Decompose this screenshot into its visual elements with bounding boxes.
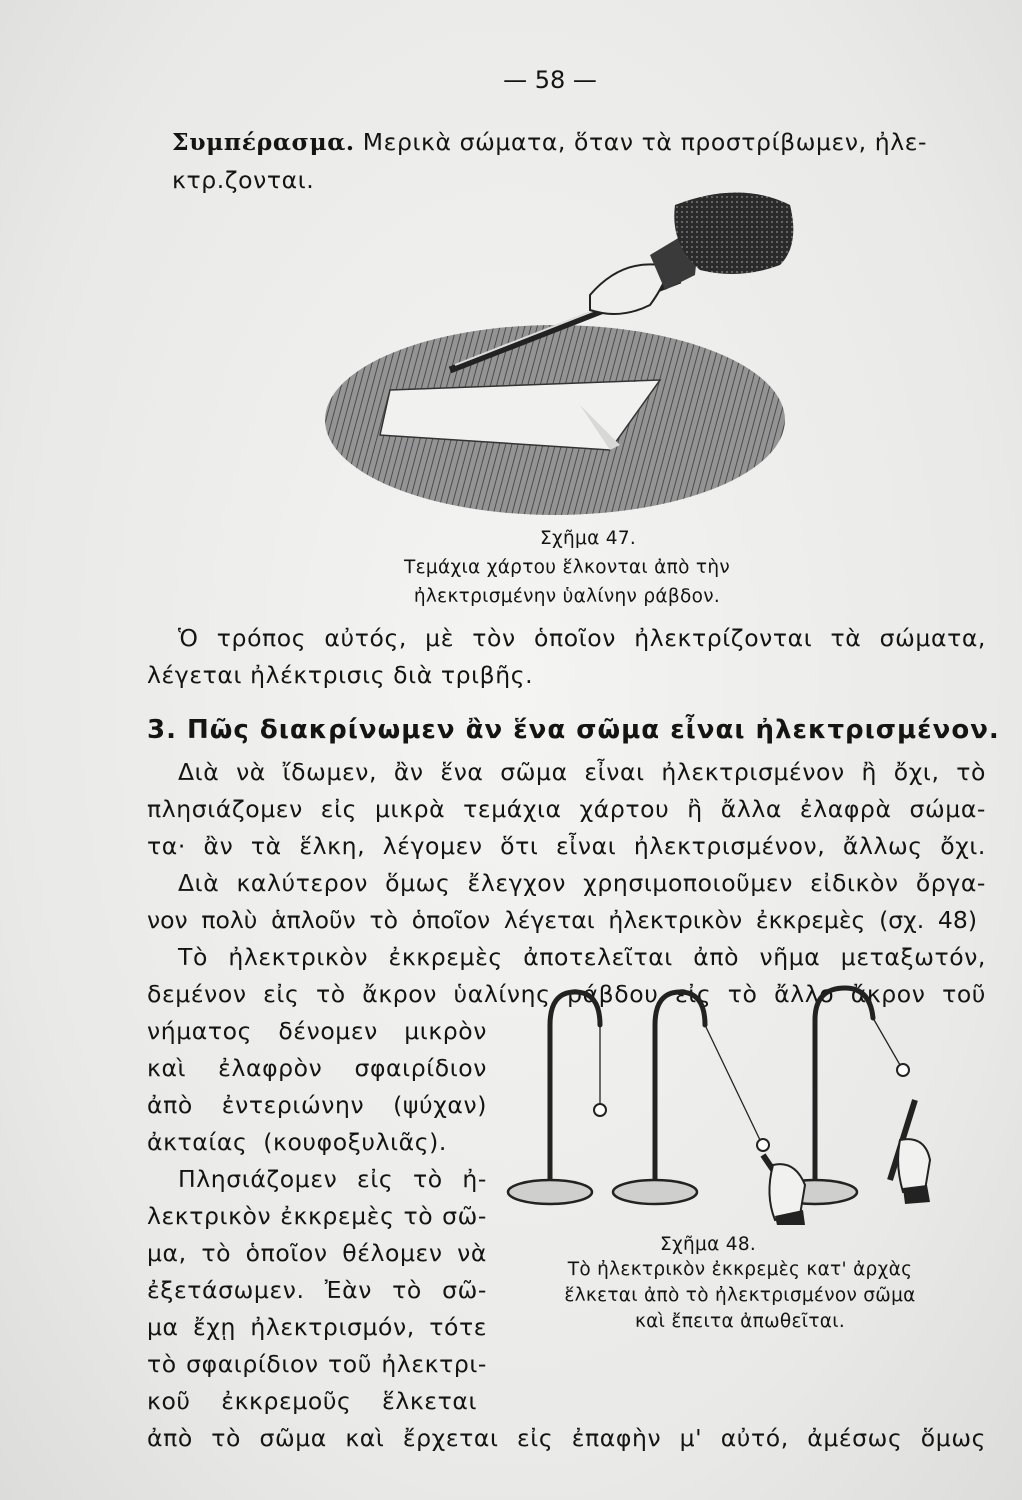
figure-48-illustration bbox=[505, 980, 975, 1225]
figure-47-caption-line-2: ἠλεκτρισμένην ὑαλίνην ράβδον. bbox=[413, 586, 721, 607]
figure-48-caption-line-2: ἕλκεται ἀπὸ τὸ ἠλεκτρισμένον σῶμα bbox=[564, 1285, 916, 1306]
left-column-line-4: ἀκταίας (κουφοξυλιᾶς). bbox=[147, 1128, 447, 1156]
left-column-line-11: κοῦ ἐκκρεμοῦς ἕλκεται bbox=[147, 1387, 477, 1415]
figure-48-caption-line-1: Τὸ ἠλεκτρικὸν ἐκκρεμὲς κατ' ἀρχὰς bbox=[567, 1259, 913, 1280]
conclusion-label: Συμπέρασμα. bbox=[172, 128, 355, 156]
left-column-line-5: Πλησιάζομεν εἰς τὸ ἠ- bbox=[178, 1165, 487, 1193]
left-column-line-10: τὸ σφαιρίδιον τοῦ ἠλεκτρι- bbox=[147, 1350, 487, 1378]
conclusion-line-1 bbox=[172, 128, 927, 156]
paragraph-1-line-2: λέγεται ἠλέκτρισις διὰ τριβῆς. bbox=[147, 661, 534, 689]
left-column-line-7: μα, τὸ ὁποῖον θέλομεν νὰ bbox=[147, 1239, 487, 1267]
left-column-line-9: μα ἔχῃ ἠλεκτρισμόν, τότε bbox=[147, 1313, 487, 1341]
left-column-line-6: λεκτρικὸν ἐκκρεμὲς τὸ σῶ- bbox=[147, 1202, 487, 1230]
last-line: ἀπὸ τὸ σῶμα καὶ ἔρχεται εἰς ἐπαφὴν μ' αὐτό, ἀμέσως ὅμως bbox=[147, 1424, 986, 1452]
figure-47-illustration bbox=[320, 185, 820, 520]
conclusion-line-2: κτρ.ζονται. bbox=[172, 166, 315, 194]
figure-47-caption-line-1: Τεμάχια χάρτου ἕλκονται ἀπὸ τὴν bbox=[404, 557, 730, 578]
paragraph-2-line-7: δεμένον εἰς τὸ ἄκρον ὑαλίνης ράβδου εἰς τὸ ἄλλο ἄκρον τοῦ bbox=[147, 980, 986, 1008]
paragraph-2-line-5: νον πολὺ ἁπλοῦν τὸ ὁποῖον λέγεται ἠλεκτρικὸν ἐκκρεμὲς (σχ. 48) bbox=[147, 906, 977, 934]
paragraph-2-line-4: Διὰ καλύτερον ὅμως ἔλεγχον χρησιμοποιοῦμεν εἰδικὸν ὄργα- bbox=[178, 869, 986, 897]
figure-47-label: Σχῆμα 47. bbox=[540, 528, 637, 549]
paragraph-2-line-2: πλησιάζομεν εἰς μικρὰ τεμάχια χάρτου ἢ ἄλλα ἐλαφρὰ σώμα- bbox=[147, 795, 986, 823]
paragraph-2-line-6: Τὸ ἠλεκτρικὸν ἐκκρεμὲς ἀποτελεῖται ἀπὸ νῆμα μεταξωτόν, bbox=[178, 943, 986, 971]
paragraph-1-line-1: Ὁ τρόπος αὐτός, μὲ τὸν ὁποῖον ἠλεκτρίζονται τὰ σώματα, bbox=[178, 624, 986, 652]
page-number: — 58 — bbox=[503, 66, 597, 94]
paragraph-2-line-1: Διὰ νὰ ἴδωμεν, ἂν ἕνα σῶμα εἶναι ἠλεκτρισμένον ἢ ὄχι, τὸ bbox=[178, 758, 986, 786]
figure-48-caption-line-3: καὶ ἔπειτα ἀπωθεῖται. bbox=[634, 1311, 846, 1332]
left-column-line-1: νήματος δένομεν μικρὸν bbox=[147, 1017, 487, 1045]
left-column-line-2: καὶ ἐλαφρὸν σφαιρίδιον bbox=[147, 1054, 487, 1082]
left-column-line-8: ἐξετάσωμεν. Ἐὰν τὸ σῶ- bbox=[147, 1276, 487, 1304]
conclusion-text: Μερικὰ σώματα, ὅταν τὰ προστρίβωμεν, ἠλε- bbox=[362, 128, 928, 156]
figure-48-label: Σχῆμα 48. bbox=[660, 1234, 757, 1255]
left-column-line-3: ἀπὸ ἐντεριώνην (ψύχαν) bbox=[147, 1091, 487, 1119]
paragraph-2-line-3: τα· ἂν τὰ ἕλκη, λέγομεν ὅτι εἶναι ἠλεκτρισμένον, ἄλλως ὄχι. bbox=[147, 832, 986, 860]
section-3-heading: 3. Πῶς διακρίνωμεν ἂν ἕνα σῶμα εἶναι ἠλεκτρισμένον. bbox=[147, 715, 1000, 745]
